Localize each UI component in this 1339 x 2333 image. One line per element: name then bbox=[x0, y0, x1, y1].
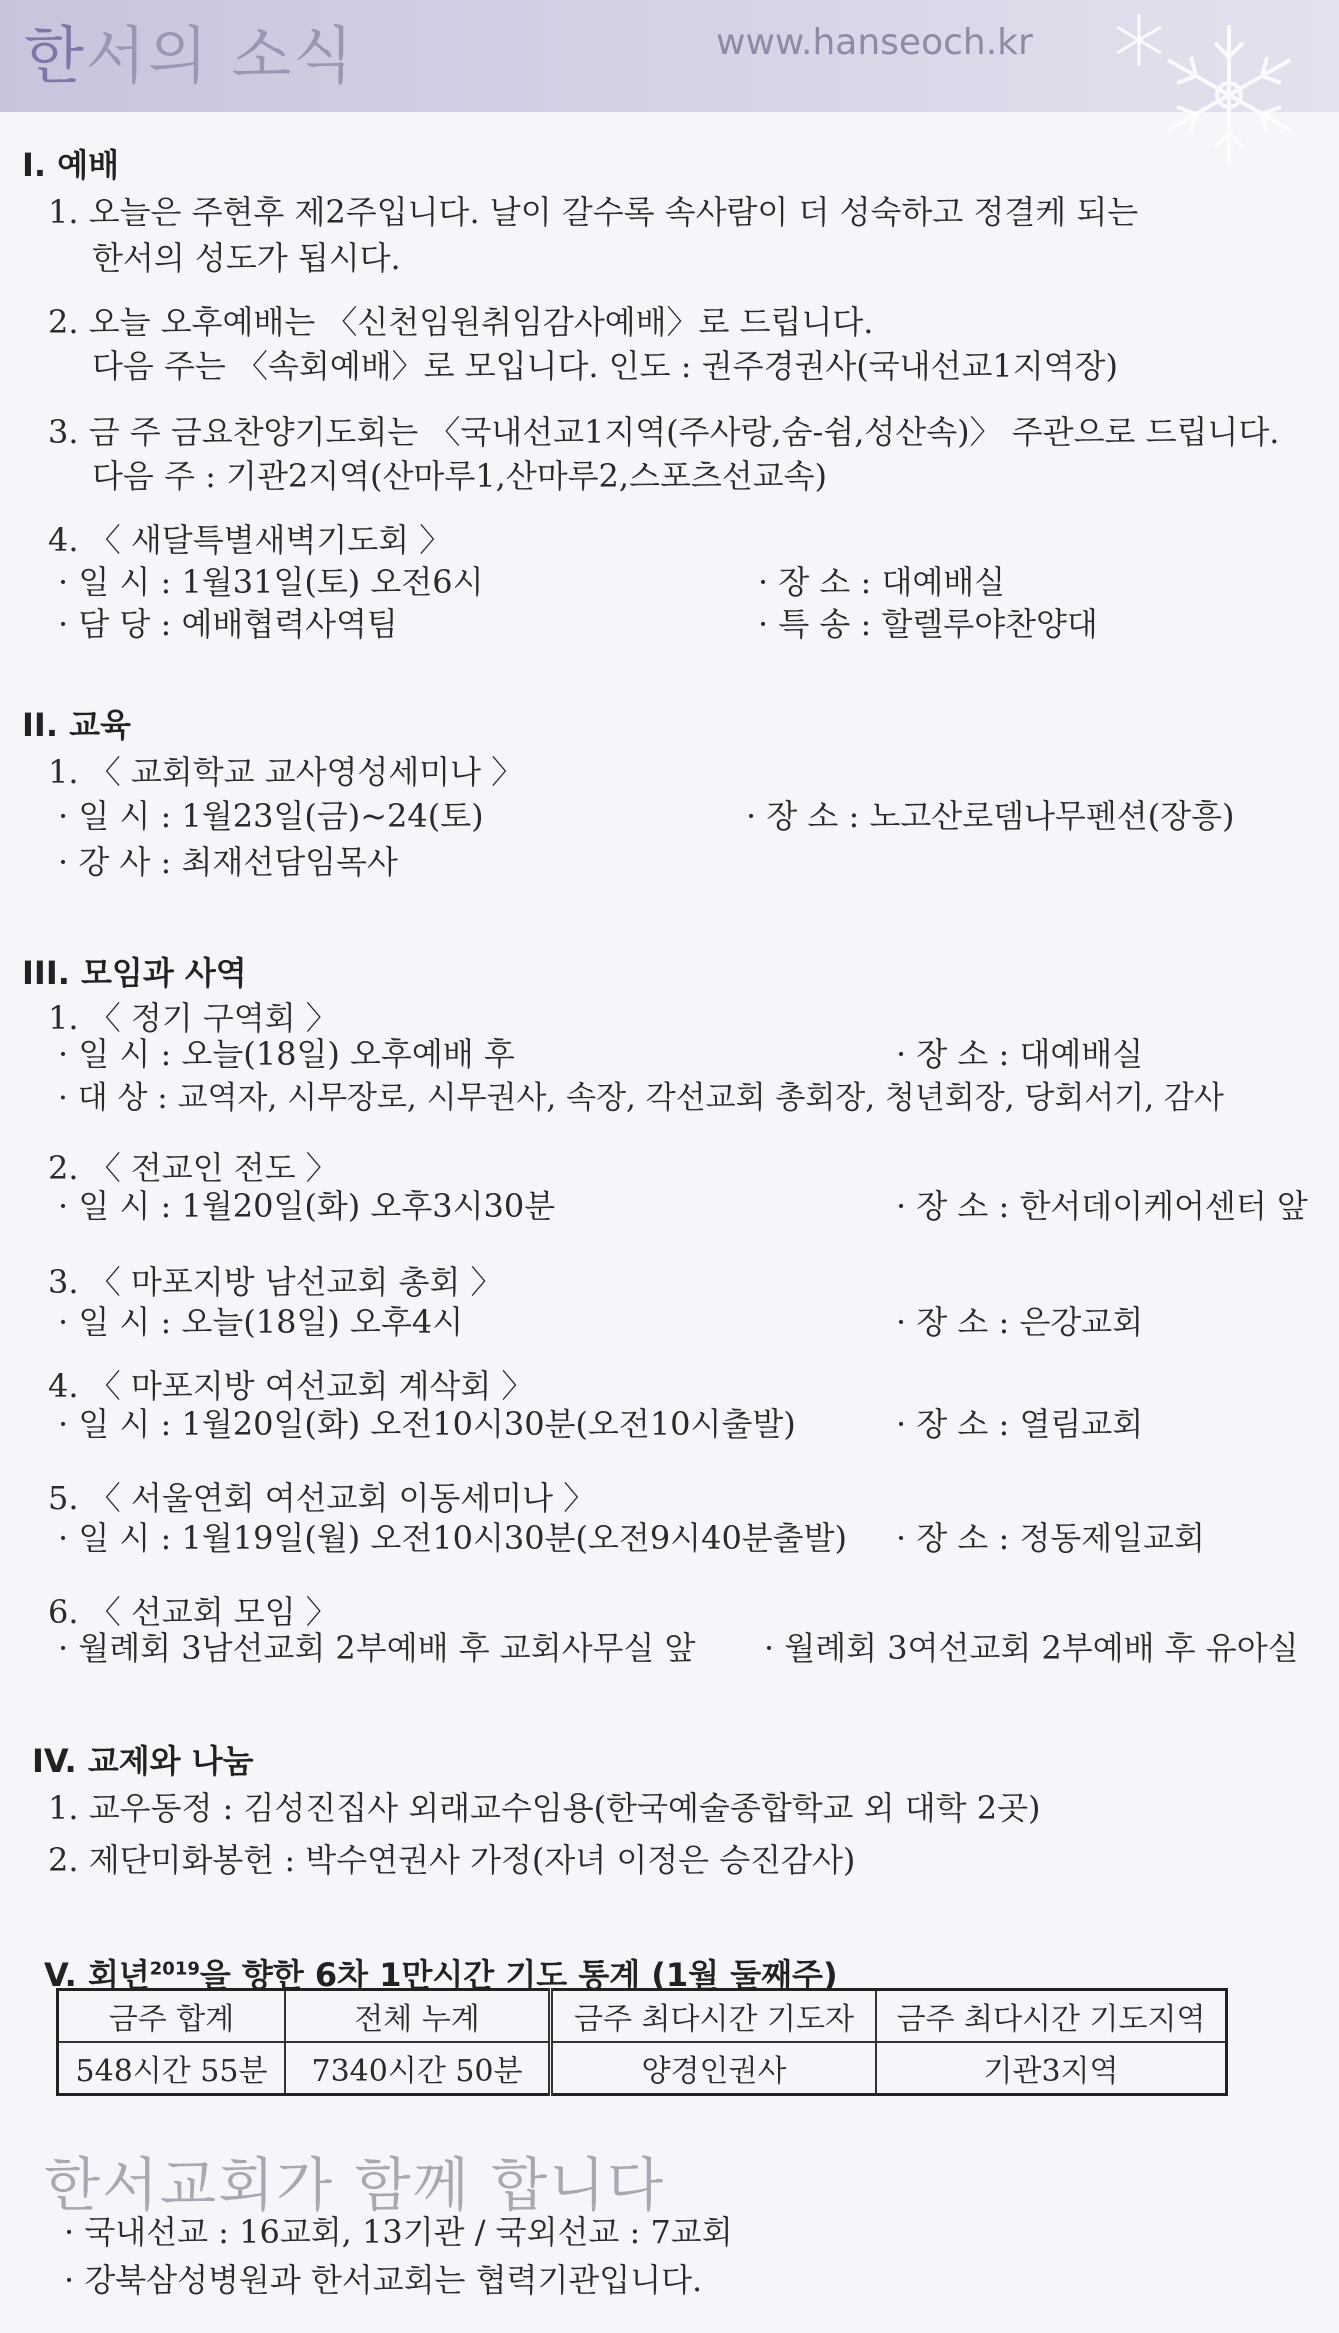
worship-item-2-line-1: 2. 오늘 오후예배는 〈신천임원취임감사예배〉로 드립니다. bbox=[48, 303, 874, 341]
website-url[interactable]: www.hanseoch.kr bbox=[716, 22, 1033, 63]
education-item-1-place: · 장 소 : 노고산로뎀나무펜션(장흥) bbox=[746, 797, 1235, 835]
meeting-item-4-place: · 장 소 : 열림교회 bbox=[896, 1405, 1144, 1443]
title-first-char: 한 bbox=[24, 19, 86, 92]
worship-item-4-time: · 일 시 : 1월31일(토) 오전6시 bbox=[58, 563, 484, 601]
meeting-item-2-place: · 장 소 : 한서데이케어센터 앞 bbox=[896, 1187, 1308, 1225]
newsletter-title bbox=[24, 6, 355, 95]
meeting-item-6-title: 6. 〈 선교회 모임 〉 bbox=[48, 1593, 338, 1631]
meeting-item-1-target: · 대 상 : 교역자, 시무장로, 시무권사, 속장, 각선교회 총회장, 청년회장, 당회서기, 감사 bbox=[58, 1080, 1224, 1116]
table-header-top-region: 금주 최다시간 기도지역 bbox=[876, 1990, 1227, 2043]
meeting-item-1-time: · 일 시 : 오늘(18일) 오후예배 후 bbox=[58, 1035, 515, 1073]
meeting-item-2-time: · 일 시 : 1월20일(화) 오후3시30분 bbox=[58, 1187, 556, 1225]
meeting-item-6-men: · 월례회 3남선교회 2부예배 후 교회사무실 앞 bbox=[58, 1629, 696, 1667]
meeting-item-4-time: · 일 시 : 1월20일(화) 오전10시30분(오전10시출발) bbox=[58, 1405, 796, 1443]
table-cell-weekly-total: 548시간 55분 bbox=[58, 2042, 286, 2095]
education-item-1-title: 1. 〈 교회학교 교사영성세미나 〉 bbox=[48, 753, 524, 791]
worship-item-4-special: · 특 송 : 할렐루야찬양대 bbox=[758, 605, 1098, 643]
worship-item-1-line-2: 한서의 성도가 됩시다. bbox=[92, 239, 401, 277]
worship-item-4-place: · 장 소 : 대예배실 bbox=[758, 563, 1006, 601]
prayer-stats-table bbox=[56, 1988, 1228, 2096]
table-header-cumulative: 전체 누계 bbox=[285, 1990, 551, 2043]
meeting-item-3-time: · 일 시 : 오늘(18일) 오후4시 bbox=[58, 1303, 464, 1341]
prayer-title-part-1: V. 회년 bbox=[44, 1956, 150, 1994]
section-worship-title: I. 예배 bbox=[22, 146, 120, 184]
fellowship-item-2: 2. 제단미화봉헌 : 박수연권사 가정(자녀 이정은 승진감사) bbox=[48, 1841, 856, 1879]
title-rest: 서의 소식 bbox=[85, 19, 356, 92]
fellowship-item-1: 1. 교우동정 : 김성진집사 외래교수임용(한국예술종합학교 외 대학 2곳) bbox=[48, 1789, 1041, 1827]
section-meetings-title: III. 모임과 사역 bbox=[22, 954, 247, 992]
table-cell-cumulative: 7340시간 50분 bbox=[285, 2042, 551, 2095]
worship-item-4-title: 4. 〈 새달특별새벽기도회 〉 bbox=[48, 521, 452, 559]
section-fellowship-title: IV. 교제와 나눔 bbox=[32, 1742, 254, 1780]
meeting-item-6-women: · 월례회 3여선교회 2부예배 후 유아실 bbox=[764, 1629, 1299, 1667]
section-education-title: II. 교육 bbox=[22, 706, 131, 744]
meeting-item-3-place: · 장 소 : 은강교회 bbox=[896, 1303, 1144, 1341]
table-cell-top-region: 기관3지역 bbox=[876, 2042, 1227, 2095]
footer-partner-line: · 강북삼성병원과 한서교회는 협력기관입니다. bbox=[64, 2261, 703, 2299]
worship-item-4-charge: · 담 당 : 예배협력사역팀 bbox=[58, 605, 398, 643]
worship-item-3-line-2: 다음 주 : 기관2지역(산마루1,산마루2,스포츠선교속) bbox=[92, 457, 828, 495]
prayer-title-part-2: 을 향한 6차 1만시간 기도 통계 (1월 둘째주) bbox=[199, 1956, 838, 1994]
education-item-1-time: · 일 시 : 1월23일(금)~24(토) bbox=[58, 797, 484, 835]
meeting-item-5-time: · 일 시 : 1월19일(월) 오전10시30분(오전9시40분출발) bbox=[58, 1519, 848, 1557]
meeting-item-1-title: 1. 〈 정기 구역회 〉 bbox=[48, 999, 338, 1037]
table-row bbox=[58, 2042, 1227, 2095]
prayer-title-year: 2019 bbox=[149, 1958, 200, 1980]
meeting-item-3-title: 3. 〈 마포지방 남선교회 총회 〉 bbox=[48, 1263, 503, 1301]
header-banner bbox=[0, 0, 1339, 112]
snowflake-icon bbox=[1079, 0, 1339, 190]
meeting-item-5-place: · 장 소 : 정동제일교회 bbox=[896, 1519, 1205, 1557]
table-cell-top-person: 양경인권사 bbox=[551, 2042, 877, 2095]
worship-item-1-line-1: 1. 오늘은 주현후 제2주입니다. 날이 갈수록 속사람이 더 성숙하고 정결케 되는 bbox=[48, 193, 1139, 231]
table-header-row bbox=[58, 1990, 1227, 2043]
education-item-1-speaker: · 강 사 : 최재선담임목사 bbox=[58, 843, 398, 881]
worship-item-3-line-1: 3. 금 주 금요찬양기도회는 〈국내선교1지역(주사랑,숨-쉼,성산속)〉 주관으로 드립니다. bbox=[48, 413, 1280, 451]
table-header-weekly-total: 금주 합계 bbox=[58, 1990, 286, 2043]
meeting-item-4-title: 4. 〈 마포지방 여선교회 계삭회 〉 bbox=[48, 1367, 534, 1405]
meeting-item-5-title: 5. 〈 서울연회 여선교회 이동세미나 〉 bbox=[48, 1479, 596, 1517]
footer-slogan: 한서교회가 함께 합니다 bbox=[44, 2151, 666, 2219]
meeting-item-1-place: · 장 소 : 대예배실 bbox=[896, 1035, 1144, 1073]
footer-mission-line: · 국내선교 : 16교회, 13기관 / 국외선교 : 7교회 bbox=[64, 2213, 733, 2251]
worship-item-2-line-2: 다음 주는 〈속회예배〉로 모입니다. 인도 : 권주경권사(국내선교1지역장) bbox=[92, 347, 1118, 385]
meeting-item-2-title: 2. 〈 전교인 전도 〉 bbox=[48, 1149, 338, 1187]
table-header-top-person: 금주 최다시간 기도자 bbox=[551, 1990, 877, 2043]
